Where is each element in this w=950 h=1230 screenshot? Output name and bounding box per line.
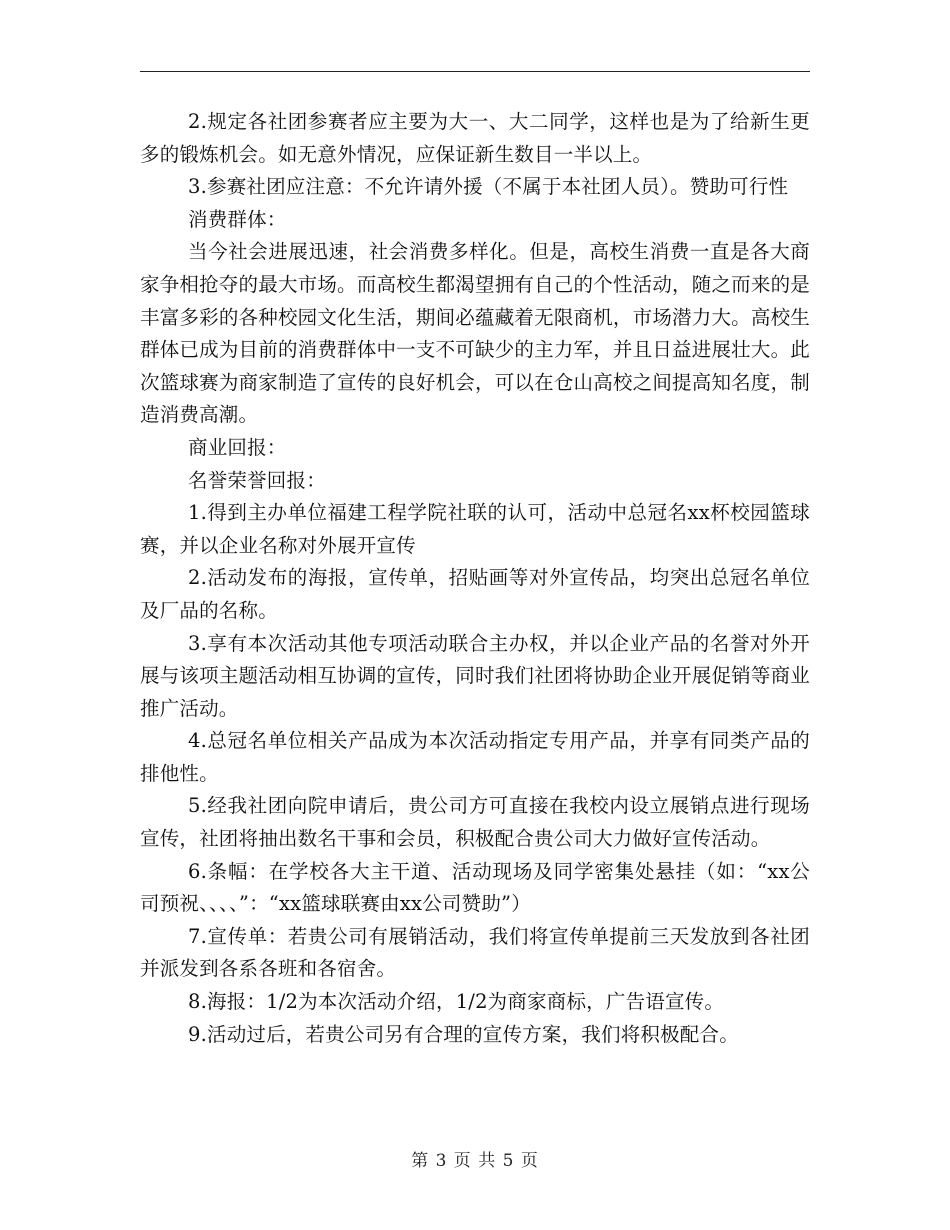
list-item: 6.条幅：在学校各大主干道、活动现场及同学密集处悬挂（如：“xx公司预祝、、、、”：“xx篮球联赛由xx公司赞助”） [140,859,810,916]
header-rule [140,71,810,72]
list-item: 2.活动发布的海报，宣传单，招贴画等对外宣传品，均突出总冠名单位及厂品的名称。 [140,566,810,622]
list-item: 5.经我社团向院申请后，贵公司方可直接在我校内设立展销点进行现场宣传，社团将抽出数名干事和会员，积极配合贵公司大力做好宣传活动。 [140,794,810,851]
paragraph: 当今社会进展迅速，社会消费多样化。但是，高校生消费一直是各大商家争相抢夺的最大市场。而高校生都渴望拥有自己的个性活动，随之而来的是丰富多彩的各种校园文化生活，期间必蕴藏着无限商机，市场潜力大。高校生群体已成为目前的消费群体中一支不可缺少的主力军，并且日益进展壮大。此次篮球赛为商家制造了宣传的良好机会，可以在仓山高校之间提高知名度，制造消费高潮。 [140,240,810,427]
paragraph: 3.参赛社团应注意：不允许请外援（不属于本社团人员）。赞助可行性 [188,175,789,199]
list-item: 7.宣传单：若贵公司有展销活动，我们将宣传单提前三天发放到各社团并派发到各系各班和各宿舍。 [140,924,810,981]
list-item: 3.享有本次活动其他专项活动联合主办权，并以企业产品的名誉对外开展与该项主题活动相互协调的宣传，同时我们社团将协助企业开展促销等商业推广活动。 [140,631,810,720]
section-heading: 名誉荣誉回报： [188,468,326,492]
paragraph: 2.规定各社团参赛者应主要为大一、大二同学，这样也是为了给新生更多的锻炼机会。如无意外情况，应保证新生数目一半以上。 [140,110,810,166]
list-item: 8.海报：1/2为本次活动介绍，1/2为商家商标，广告语宣传。 [188,990,725,1014]
section-heading: 商业回报： [188,435,287,459]
document-body [140,106,810,1051]
list-item: 9.活动过后，若贵公司另有合理的宣传方案，我们将积极配合。 [188,1022,739,1046]
section-heading: 消费群体： [188,207,287,231]
list-item: 4.总冠名单位相关产品成为本次活动指定专用产品，并享有同类产品的排他性。 [140,729,810,785]
page-number: 第 3 页 共 5 页 [411,1151,539,1171]
list-item: 1.得到主办单位福建工程学院社联的认可，活动中总冠名xx杯校园篮球赛，并以企业名称对外展开宣传 [140,501,810,557]
